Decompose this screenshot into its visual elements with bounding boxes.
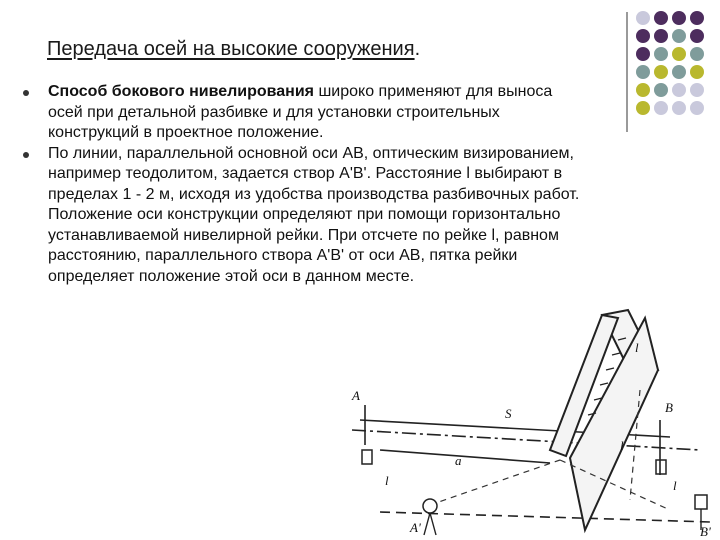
dot-row-4 bbox=[636, 65, 704, 79]
bullet-1-text: широко применяют для выноса осей при детальной разбивке и для установки строительных конструкций в проектное положение. bbox=[48, 83, 553, 141]
label-a: A bbox=[352, 388, 360, 403]
bullet-dot bbox=[23, 152, 29, 158]
slide-title-period: . bbox=[414, 38, 421, 60]
bullet-1-bold: Способ бокового нивелирования bbox=[48, 83, 315, 100]
slide-title bbox=[47, 38, 420, 61]
bullet-dot bbox=[23, 90, 29, 96]
slide-title-text: Передача осей на высокие сооружения bbox=[47, 38, 415, 60]
label-l-4: l bbox=[620, 438, 624, 453]
label-l-2: l bbox=[673, 478, 677, 493]
dot-row-5 bbox=[636, 83, 704, 97]
label-b-prime: B' bbox=[700, 524, 711, 539]
lateral-leveling-diagram bbox=[340, 300, 720, 540]
bullet-2-text: По линии, параллельной основной оси АВ, оптическим визированием, например теодолитом, задается створ А'В'. Расстояние l выбирают в пределах 1 - 2 м, исходя из удобства производства разбивочных работ. Положение оси конструкции определяют при помощи горизонтально устанавливаемой нивелирной рейки. При отсчете по рейке l, равном расстоянию, параллельного створа А'В' от оси АВ, пятка рейки определяет положение этой оси в данном месте. bbox=[48, 144, 580, 285]
label-a-dim: a bbox=[455, 453, 462, 468]
decor-dot-grid bbox=[632, 8, 716, 133]
bullet-list bbox=[20, 82, 580, 287]
label-a-prime: A' bbox=[410, 520, 421, 535]
dot-row-3 bbox=[636, 47, 704, 61]
diagram-background bbox=[340, 300, 720, 540]
dot-row-2 bbox=[636, 29, 704, 43]
label-l-3: l bbox=[635, 340, 639, 355]
label-l-1: l bbox=[385, 473, 389, 488]
decor-vertical-line bbox=[626, 12, 628, 132]
label-s: S bbox=[505, 406, 512, 421]
dot-row-1 bbox=[636, 11, 704, 25]
label-b: B bbox=[665, 400, 673, 415]
bullet-item-1 bbox=[20, 82, 580, 144]
bullet-item-2 bbox=[20, 144, 580, 288]
dot-row-6 bbox=[636, 101, 704, 115]
